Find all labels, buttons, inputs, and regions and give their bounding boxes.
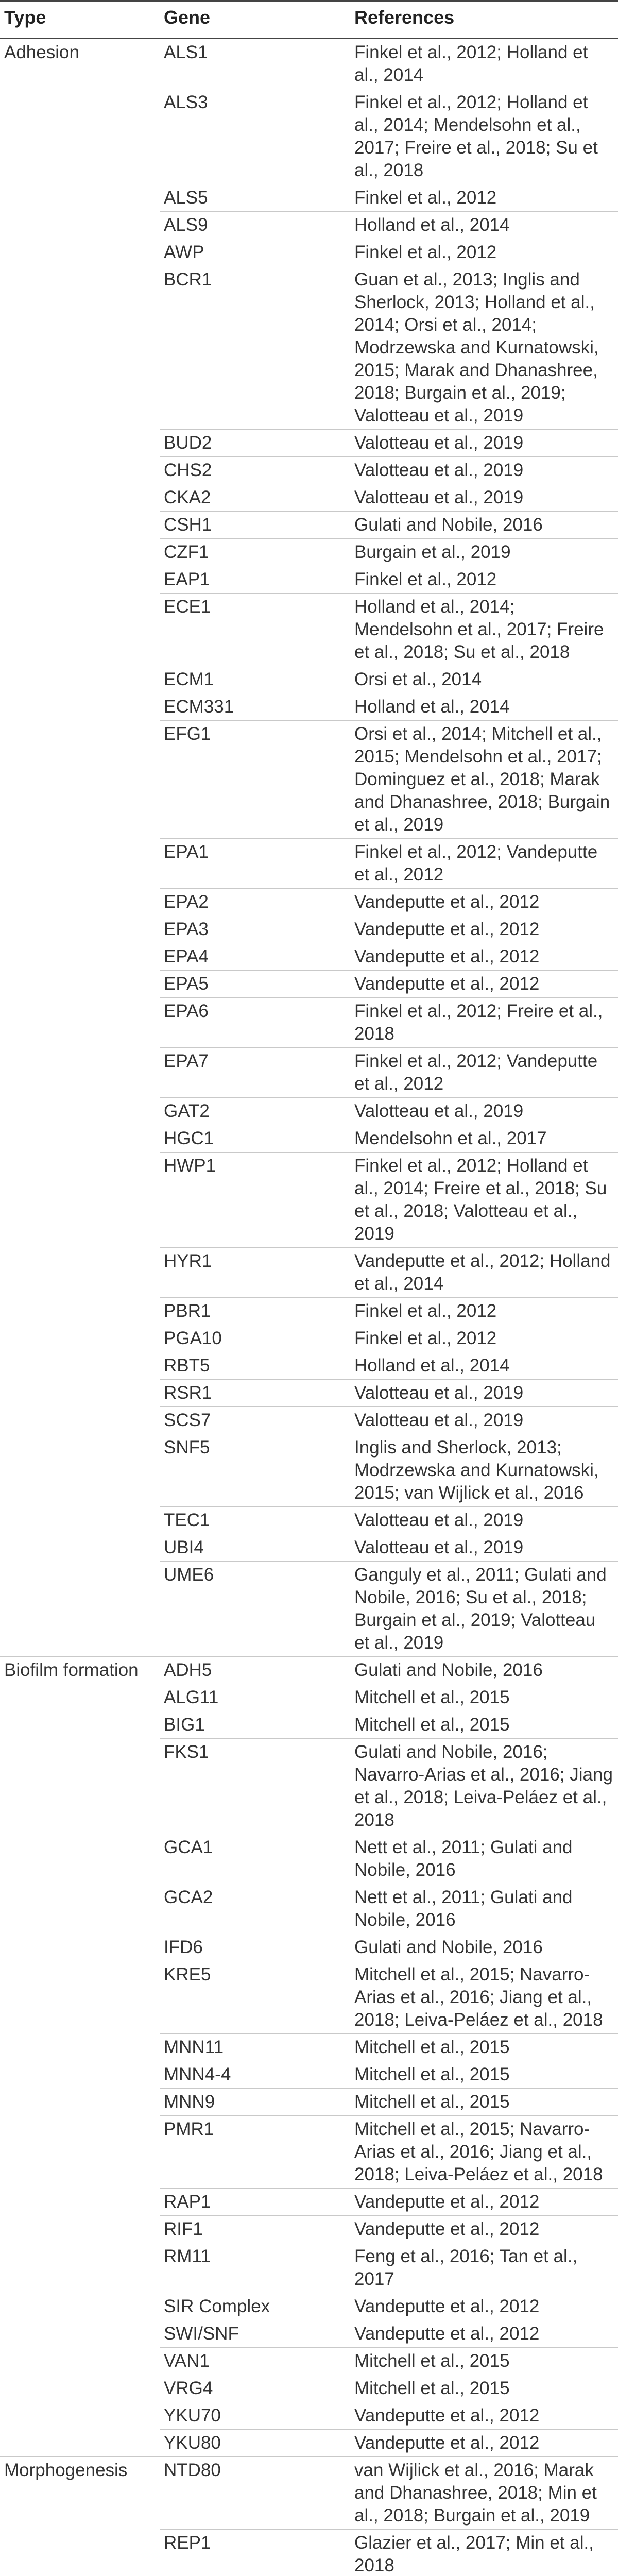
references-cell: Nett et al., 2011; Gulati and Nobile, 2016 — [350, 1834, 618, 1884]
gene-cell: BCR1 — [160, 266, 350, 430]
gene-cell: EPA3 — [160, 916, 350, 943]
gene-cell: AWP — [160, 239, 350, 266]
gene-cell: BUD2 — [160, 430, 350, 457]
references-cell: Finkel et al., 2012; Holland et al., 2014; Mendelsohn et al., 2017; Freire et al., 2018; Su et al., 2018 — [350, 89, 618, 184]
gene-cell: EAP1 — [160, 566, 350, 594]
gene-cell: RSR1 — [160, 1380, 350, 1407]
references-cell: Holland et al., 2014 — [350, 693, 618, 721]
gene-cell: MNN9 — [160, 2089, 350, 2116]
gene-cell: HWP1 — [160, 1153, 350, 1248]
gene-cell: SNF5 — [160, 1434, 350, 1507]
gene-cell: UBI4 — [160, 1534, 350, 1562]
gene-cell: EPA2 — [160, 889, 350, 916]
gene-cell: KRE5 — [160, 1961, 350, 2034]
references-cell: Valotteau et al., 2019 — [350, 457, 618, 484]
gene-cell: RM11 — [160, 2243, 350, 2293]
references-cell: Holland et al., 2014; Mendelsohn et al., 2017; Freire et al., 2018; Su et al., 2018 — [350, 594, 618, 666]
gene-cell: ALS9 — [160, 212, 350, 239]
references-cell: Valotteau et al., 2019 — [350, 1407, 618, 1434]
references-cell: Gulati and Nobile, 2016 — [350, 1657, 618, 1684]
gene-cell: CKA2 — [160, 484, 350, 512]
gene-cell: EPA4 — [160, 943, 350, 971]
gene-cell: MNN11 — [160, 2034, 350, 2061]
gene-cell: ECE1 — [160, 594, 350, 666]
references-cell: Finkel et al., 2012 — [350, 566, 618, 594]
type-cell: Biofilm formation — [0, 1657, 160, 2457]
gene-cell: SIR Complex — [160, 2293, 350, 2320]
references-cell: Finkel et al., 2012; Vandeputte et al., 2012 — [350, 839, 618, 889]
references-cell: Feng et al., 2016; Tan et al., 2017 — [350, 2243, 618, 2293]
gene-cell: IFD6 — [160, 1934, 350, 1961]
gene-cell: FKS1 — [160, 1739, 350, 1834]
gene-cell: UME6 — [160, 1562, 350, 1657]
gene-cell: EFG1 — [160, 721, 350, 839]
references-cell: Gulati and Nobile, 2016 — [350, 1934, 618, 1961]
references-cell: Finkel et al., 2012; Holland et al., 2014; Freire et al., 2018; Su et al., 2018; Valotteau et al., 2019 — [350, 1153, 618, 1248]
references-cell: Orsi et al., 2014; Mitchell et al., 2015; Mendelsohn et al., 2017; Dominguez et al., 2018; Marak and Dhanashree, 2018; Burgain et al., 2019 — [350, 721, 618, 839]
table-row — [0, 2457, 618, 2530]
type-cell: Adhesion — [0, 39, 160, 1657]
references-cell: Valotteau et al., 2019 — [350, 484, 618, 512]
references-cell: Vandeputte et al., 2012; Holland et al., 2014 — [350, 1248, 618, 1298]
gene-cell: PGA10 — [160, 1325, 350, 1352]
references-cell: Valotteau et al., 2019 — [350, 1098, 618, 1125]
references-cell: Valotteau et al., 2019 — [350, 1507, 618, 1534]
references-cell: Vandeputte et al., 2012 — [350, 2216, 618, 2243]
gene-cell: NTD80 — [160, 2457, 350, 2530]
gene-cell: ALS5 — [160, 184, 350, 212]
gene-cell: CZF1 — [160, 539, 350, 566]
references-cell: Ganguly et al., 2011; Gulati and Nobile, 2016; Su et al., 2018; Burgain et al., 2019; Valotteau et al., 2019 — [350, 1562, 618, 1657]
references-cell: Guan et al., 2013; Inglis and Sherlock, 2013; Holland et al., 2014; Orsi et al., 2014; Modrzewska and Kurnatowski, 2015; Marak and Dhanashree, 2018; Burgain et al., 2019; Valotteau et al., 2019 — [350, 266, 618, 430]
references-cell: Mitchell et al., 2015; Navarro-Arias et al., 2016; Jiang et al., 2018; Leiva-Peláez et al., 2018 — [350, 2116, 618, 2189]
references-cell: Mitchell et al., 2015 — [350, 2061, 618, 2089]
gene-cell: BIG1 — [160, 1711, 350, 1739]
header-row — [0, 1, 618, 39]
references-cell: Vandeputte et al., 2012 — [350, 2402, 618, 2430]
references-cell: Holland et al., 2014 — [350, 1352, 618, 1380]
references-cell: Holland et al., 2014 — [350, 212, 618, 239]
gene-cell: VAN1 — [160, 2348, 350, 2375]
references-cell: Mitchell et al., 2015; Navarro-Arias et al., 2016; Jiang et al., 2018; Leiva-Peláez et al., 2018 — [350, 1961, 618, 2034]
references-cell: Mitchell et al., 2015 — [350, 1711, 618, 1739]
gene-cell: RAP1 — [160, 2189, 350, 2216]
references-cell: Mitchell et al., 2015 — [350, 2089, 618, 2116]
references-cell: Finkel et al., 2012; Freire et al., 2018 — [350, 998, 618, 1048]
gene-cell: EPA7 — [160, 1048, 350, 1098]
references-cell: Mendelsohn et al., 2017 — [350, 1125, 618, 1153]
gene-cell: HGC1 — [160, 1125, 350, 1153]
gene-cell: HYR1 — [160, 1248, 350, 1298]
references-cell: Vandeputte et al., 2012 — [350, 889, 618, 916]
references-cell: Inglis and Sherlock, 2013; Modrzewska and Kurnatowski, 2015; van Wijlick et al., 2016 — [350, 1434, 618, 1507]
gene-cell: MNN4-4 — [160, 2061, 350, 2089]
gene-cell: YKU80 — [160, 2430, 350, 2457]
references-cell: Vandeputte et al., 2012 — [350, 2189, 618, 2216]
references-cell: Nett et al., 2011; Gulati and Nobile, 2016 — [350, 1884, 618, 1934]
references-cell: Finkel et al., 2012; Holland et al., 2014 — [350, 39, 618, 89]
header-gene: Gene — [160, 1, 350, 39]
gene-cell: ALS3 — [160, 89, 350, 184]
header-references: References — [350, 1, 618, 39]
references-cell: Vandeputte et al., 2012 — [350, 971, 618, 998]
references-cell: Valotteau et al., 2019 — [350, 430, 618, 457]
references-cell: Mitchell et al., 2015 — [350, 2034, 618, 2061]
gene-cell: ECM331 — [160, 693, 350, 721]
table-header — [0, 1, 618, 39]
gene-cell: EPA1 — [160, 839, 350, 889]
table-row — [0, 1657, 618, 1684]
references-cell: Vandeputte et al., 2012 — [350, 2293, 618, 2320]
references-cell: Vandeputte et al., 2012 — [350, 2430, 618, 2457]
references-cell: Vandeputte et al., 2012 — [350, 2320, 618, 2348]
references-cell: Glazier et al., 2017; Min et al., 2018 — [350, 2530, 618, 2576]
references-cell: Finkel et al., 2012 — [350, 239, 618, 266]
gene-cell: GAT2 — [160, 1098, 350, 1125]
gene-cell: EPA6 — [160, 998, 350, 1048]
gene-cell: REP1 — [160, 2530, 350, 2576]
header-type: Type — [0, 1, 160, 39]
gene-cell: ALG11 — [160, 1684, 350, 1711]
type-cell: Morphogenesis — [0, 2457, 160, 2576]
gene-cell: TEC1 — [160, 1507, 350, 1534]
gene-cell: GCA2 — [160, 1884, 350, 1934]
table-row — [0, 39, 618, 89]
references-cell: Gulati and Nobile, 2016; Navarro-Arias et al., 2016; Jiang et al., 2018; Leiva-Peláez et al., 2018 — [350, 1739, 618, 1834]
references-cell: Valotteau et al., 2019 — [350, 1534, 618, 1562]
references-cell: Vandeputte et al., 2012 — [350, 943, 618, 971]
references-cell: Finkel et al., 2012; Vandeputte et al., 2012 — [350, 1048, 618, 1098]
references-cell: Finkel et al., 2012 — [350, 1298, 618, 1325]
references-cell: Finkel et al., 2012 — [350, 1325, 618, 1352]
references-cell: Burgain et al., 2019 — [350, 539, 618, 566]
gene-cell: YKU70 — [160, 2402, 350, 2430]
gene-cell: GCA1 — [160, 1834, 350, 1884]
gene-cell: PBR1 — [160, 1298, 350, 1325]
gene-cell: RIF1 — [160, 2216, 350, 2243]
gene-cell: SWI/SNF — [160, 2320, 350, 2348]
gene-cell: PMR1 — [160, 2116, 350, 2189]
gene-cell: CHS2 — [160, 457, 350, 484]
references-cell: Valotteau et al., 2019 — [350, 1380, 618, 1407]
gene-cell: SCS7 — [160, 1407, 350, 1434]
references-cell: Mitchell et al., 2015 — [350, 2348, 618, 2375]
table-body — [0, 39, 618, 2576]
gene-cell: ECM1 — [160, 666, 350, 693]
gene-cell: ADH5 — [160, 1657, 350, 1684]
references-cell: Gulati and Nobile, 2016 — [350, 512, 618, 539]
gene-cell: VRG4 — [160, 2375, 350, 2402]
references-cell: Mitchell et al., 2015 — [350, 1684, 618, 1711]
references-cell: Finkel et al., 2012 — [350, 184, 618, 212]
gene-cell: EPA5 — [160, 971, 350, 998]
references-cell: van Wijlick et al., 2016; Marak and Dhanashree, 2018; Min et al., 2018; Burgain et al., 2019 — [350, 2457, 618, 2530]
references-cell: Mitchell et al., 2015 — [350, 2375, 618, 2402]
gene-cell: CSH1 — [160, 512, 350, 539]
references-cell: Vandeputte et al., 2012 — [350, 916, 618, 943]
gene-cell: RBT5 — [160, 1352, 350, 1380]
references-cell: Orsi et al., 2014 — [350, 666, 618, 693]
gene-cell: ALS1 — [160, 39, 350, 89]
